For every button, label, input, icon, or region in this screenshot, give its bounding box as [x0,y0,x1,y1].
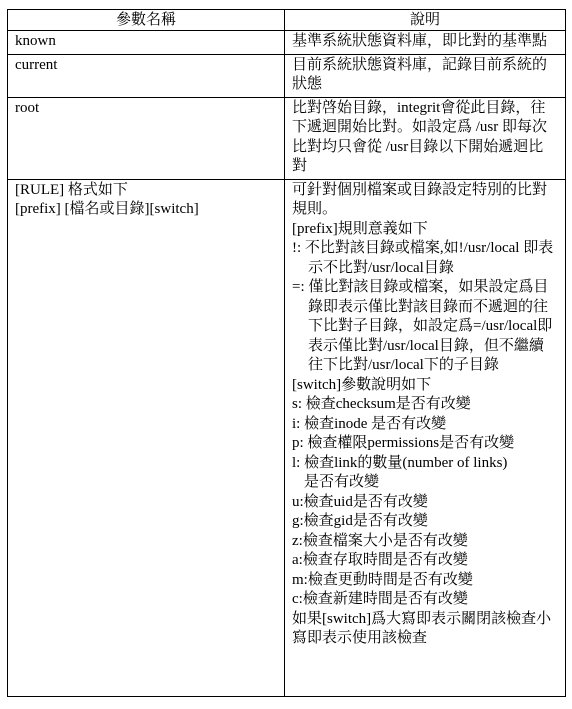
header-param-name: 參數名稱 [8,10,285,31]
rule-format-line: [RULE] 格式如下 [15,181,128,198]
param-name-cell: current [8,54,285,97]
table-header-row [8,10,566,31]
param-description-cell: 目前系統狀態資料庫，記錄目前系統的狀態 [285,54,566,97]
prefix-exclude-item: !: 不比對該目錄或檔案,如!/usr/local 即表示不比對/usr/local目錄 [292,240,554,276]
switch-item-i: i: 檢查inode 是否有改變 [292,415,447,432]
switch-item-l-cont: 是否有改變 [304,474,380,490]
prefix-heading: [prefix]規則意義如下 [292,220,428,237]
param-name-cell: known [8,31,285,55]
table-row-root [8,97,566,179]
param-name-cell: root [8,97,285,179]
table-row-current [8,54,566,97]
rule-intro: 可針對個別檔案或目錄設定特別的比對規則。 [292,181,548,217]
switch-heading: [switch]參數說明如下 [292,376,432,393]
param-description-cell: 比對啓始目錄，integrit會從此目錄，往下遞迴開始比對。如設定爲 /usr 即每次比對均只會從 /usr目錄以下開始遞迴比對 [285,97,566,179]
switch-item-p: p: 檢查權限permissions是否有改變 [292,435,515,451]
param-description-cell [285,179,566,696]
parameter-table [7,9,566,697]
switch-item-l: l: 檢查link的數量(number of links) [292,454,508,471]
switch-item-c: c:檢查新建時間是否有改變 [292,591,468,607]
switch-item-s: s: 檢查checksum是否有改變 [292,396,471,412]
switch-item-z: z:檢查檔案大小是否有改變 [292,532,468,549]
switch-item-a: a:檢查存取時間是否有改變 [292,552,468,568]
header-description: 說明 [285,10,566,31]
table-row-known [8,31,566,55]
switch-item-g: g:檢查gid是否有改變 [292,513,428,529]
switch-item-u: u:檢查uid是否有改變 [292,493,428,510]
rule-syntax-line: [prefix] [檔名或目錄][switch] [15,201,199,217]
param-description-cell: 基準系統狀態資料庫，即比對的基準點 [285,31,566,55]
table-row-rule [8,179,566,696]
prefix-nonrecursive-item: =: 僅比對該目錄或檔案，如果設定爲目錄即表示僅比對該目錄而不遞迴的往下比對子目錄，如設定爲=/usr/local即表示僅比對/usr/local目錄，但不繼續往下比對/usr/local下的子目錄 [292,279,553,373]
param-name-cell [8,179,285,696]
switch-case-note: 如果[switch]爲大寫即表示關閉該檢查小寫即表示使用該檢查 [292,610,552,646]
switch-item-m: m:檢查更動時間是否有改變 [292,571,473,588]
